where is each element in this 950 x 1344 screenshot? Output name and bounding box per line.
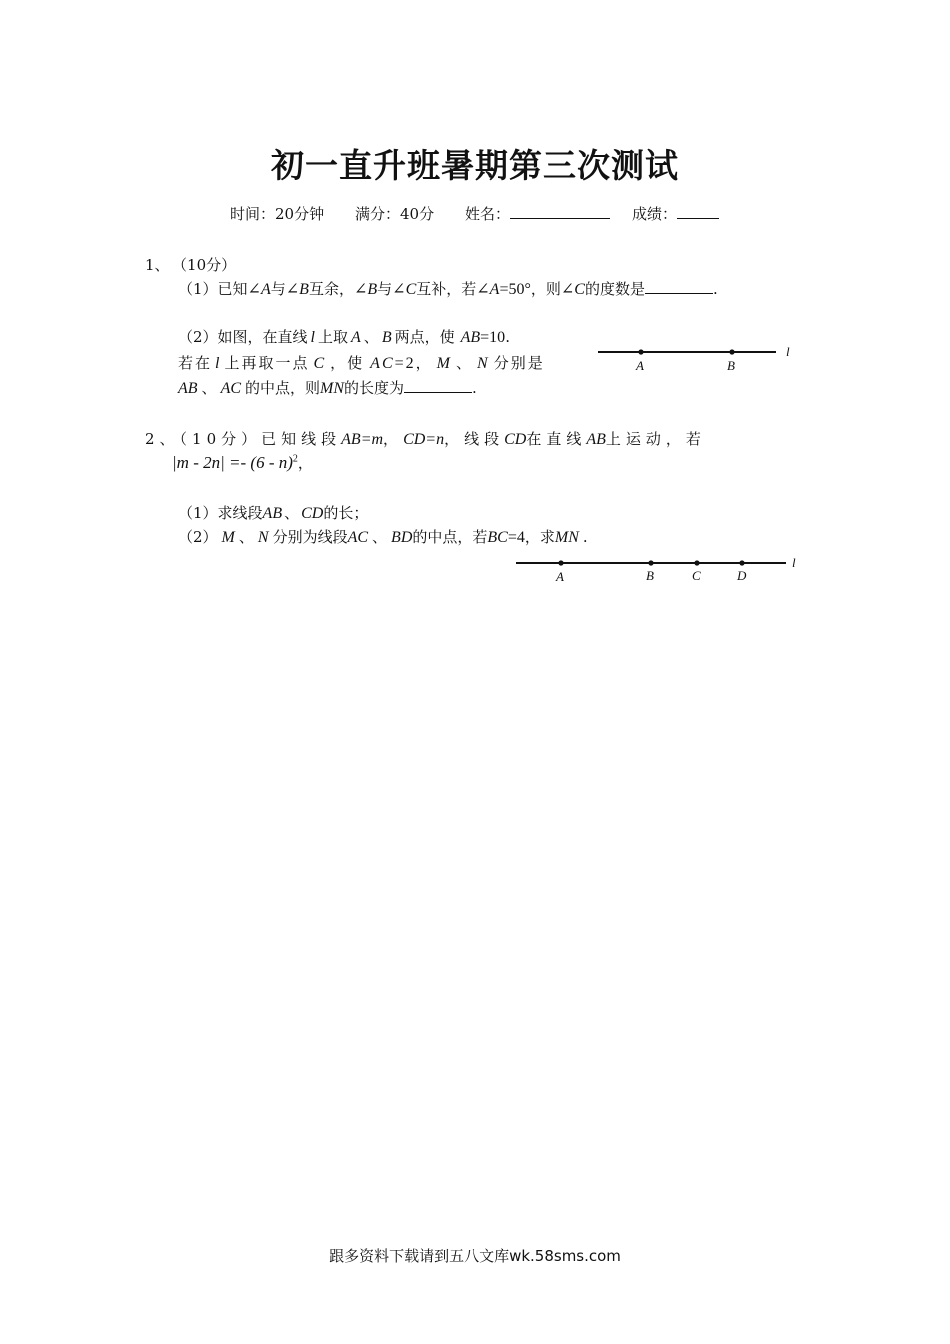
q2-sub2: （2） M 、 N 分别为线段AC 、 BD的中点，若BC=4，求MN . — [178, 528, 588, 546]
q2-formula: |m - 2n| =- (6 - n)$^2$， — [172, 453, 313, 472]
q2-sub1: （1）求线段AB 、 CD的长； — [178, 504, 369, 522]
score-field — [632, 203, 719, 224]
q1-part2-line2: 若在 l 上再取一点 C ，使 AC=2， M 、 N 分别是 — [178, 354, 545, 372]
q1-part2-blank — [404, 378, 472, 393]
q1-number: 1、 （10分） — [145, 256, 237, 274]
q1-label-b: B — [727, 358, 735, 373]
q2-point-d — [739, 560, 744, 565]
q2-point-b — [648, 560, 653, 565]
q1-part1: （1）已知∠A与∠B互余，∠B与∠C互补，若∠A=50°，则∠C的度数是 . — [178, 280, 718, 298]
q2-stem: 2、（10分）已知线段AB=m，CD=n，线段CD在直线AB上运动，若 — [145, 430, 706, 448]
q2-line-figure — [510, 552, 810, 588]
footer-text: 跟多资料下载请到五八文库wk.58sms.com — [329, 1247, 621, 1265]
name-field — [465, 203, 610, 224]
score-label: 成绩： — [632, 205, 678, 223]
page-title: 初一直升班暑期第三次测试 — [271, 146, 679, 185]
time-info: 时间：20分钟 — [230, 205, 325, 223]
q2-label-l: l — [792, 555, 796, 570]
q1-label-a: A — [636, 358, 644, 373]
q2-label-c: C — [692, 568, 701, 583]
q2-point-a — [558, 560, 563, 565]
name-blank — [510, 204, 610, 219]
q2-label-a: A — [556, 569, 564, 584]
q1-point-b — [729, 349, 734, 354]
q1-part2-line1: （2）如图，在直线 l 上取 A 、 B 两点，使 AB=10. — [178, 328, 510, 346]
name-label: 姓名： — [465, 205, 511, 223]
q2-point-c — [694, 560, 699, 565]
q1-part1-blank — [645, 279, 713, 294]
q1-part2-line3: AB 、 AC 的中点，则MN的长度为 . — [178, 379, 477, 397]
q2-label-d: D — [737, 568, 747, 583]
score-blank — [677, 204, 719, 219]
full-score-info: 满分：40分 — [355, 205, 435, 223]
q1-point-a — [638, 349, 643, 354]
q1-line-figure — [590, 340, 800, 380]
q1-label-l: l — [786, 344, 790, 359]
q2-label-b: B — [646, 568, 654, 583]
